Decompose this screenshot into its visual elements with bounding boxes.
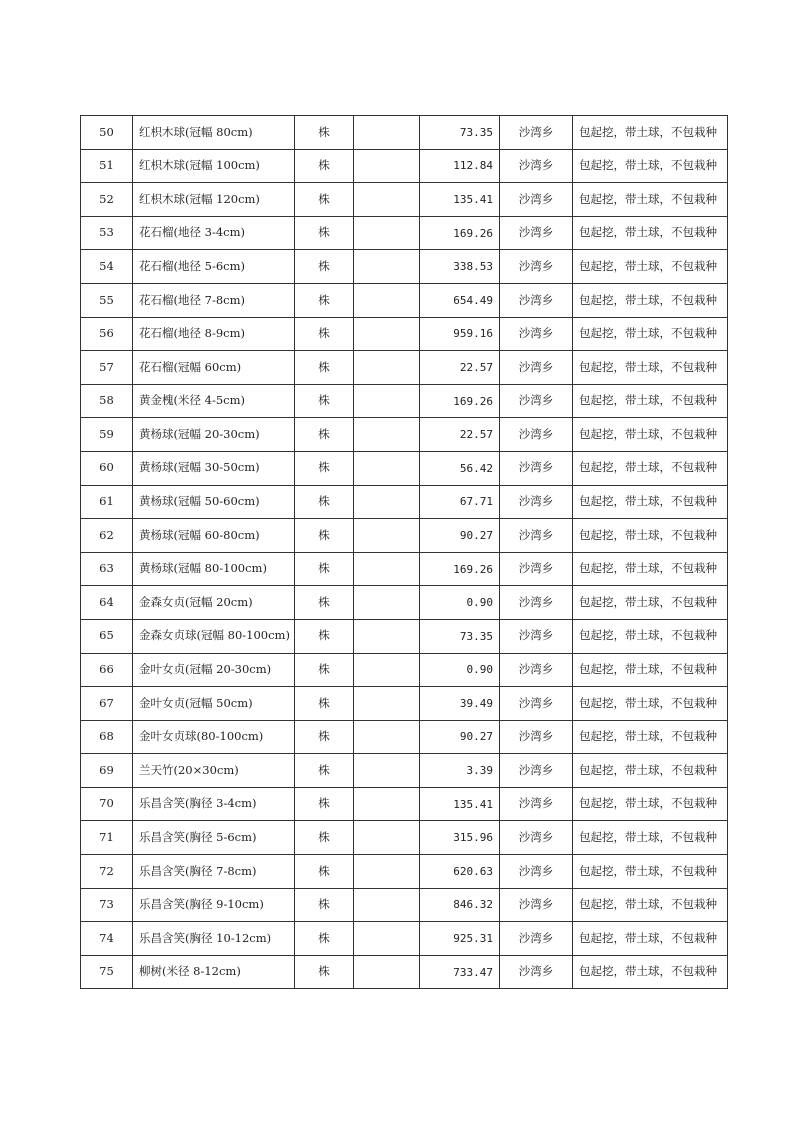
item-name-cell: 乐昌含笑(胸径 3-4cm) xyxy=(133,787,295,821)
table-row xyxy=(81,317,728,351)
location-cell: 沙湾乡 xyxy=(500,317,573,351)
note-cell: 包起挖，带土球，不包栽种 xyxy=(573,922,728,956)
spec-cell xyxy=(354,586,420,620)
note-cell: 包起挖，带土球，不包栽种 xyxy=(573,351,728,385)
item-name-cell: 乐昌含笑(胸径 9-10cm) xyxy=(133,888,295,922)
table-row xyxy=(81,384,728,418)
spec-cell xyxy=(354,519,420,553)
spec-cell xyxy=(354,216,420,250)
unit-cell: 株 xyxy=(295,552,354,586)
item-name-cell: 柳树(米径 8-12cm) xyxy=(133,955,295,989)
table-row xyxy=(81,619,728,653)
table-row xyxy=(81,754,728,788)
item-name-cell: 花石榴(地径 8-9cm) xyxy=(133,317,295,351)
note-cell: 包起挖，带土球，不包栽种 xyxy=(573,116,728,150)
price-cell: 959.16 xyxy=(420,317,500,351)
spec-cell xyxy=(354,888,420,922)
spec-cell xyxy=(354,922,420,956)
spec-cell xyxy=(354,787,420,821)
note-cell: 包起挖，带土球，不包栽种 xyxy=(573,720,728,754)
note-cell: 包起挖，带土球，不包栽种 xyxy=(573,384,728,418)
location-cell: 沙湾乡 xyxy=(500,552,573,586)
price-cell: 620.63 xyxy=(420,855,500,889)
table-row xyxy=(81,250,728,284)
price-cell: 135.41 xyxy=(420,183,500,217)
spec-cell xyxy=(354,687,420,721)
spec-cell xyxy=(354,653,420,687)
item-name-cell: 红枳木球(冠幅 80cm) xyxy=(133,116,295,150)
unit-cell: 株 xyxy=(295,418,354,452)
note-cell: 包起挖，带土球，不包栽种 xyxy=(573,586,728,620)
unit-cell: 株 xyxy=(295,687,354,721)
note-cell: 包起挖，带土球，不包栽种 xyxy=(573,485,728,519)
spec-cell xyxy=(354,754,420,788)
unit-cell: 株 xyxy=(295,787,354,821)
row-number-cell: 67 xyxy=(81,687,133,721)
location-cell: 沙湾乡 xyxy=(500,888,573,922)
location-cell: 沙湾乡 xyxy=(500,619,573,653)
price-cell: 733.47 xyxy=(420,955,500,989)
price-cell: 90.27 xyxy=(420,519,500,553)
row-number-cell: 60 xyxy=(81,451,133,485)
location-cell: 沙湾乡 xyxy=(500,451,573,485)
table-row xyxy=(81,351,728,385)
table-row xyxy=(81,922,728,956)
unit-cell: 株 xyxy=(295,149,354,183)
item-name-cell: 金叶女贞(冠幅 50cm) xyxy=(133,687,295,721)
price-cell: 846.32 xyxy=(420,888,500,922)
price-cell: 169.26 xyxy=(420,552,500,586)
row-number-cell: 61 xyxy=(81,485,133,519)
table-row xyxy=(81,687,728,721)
note-cell: 包起挖，带土球，不包栽种 xyxy=(573,451,728,485)
location-cell: 沙湾乡 xyxy=(500,183,573,217)
spec-cell xyxy=(354,183,420,217)
note-cell: 包起挖，带土球，不包栽种 xyxy=(573,855,728,889)
table-row xyxy=(81,821,728,855)
location-cell: 沙湾乡 xyxy=(500,855,573,889)
price-cell: 3.39 xyxy=(420,754,500,788)
spec-cell xyxy=(354,149,420,183)
unit-cell: 株 xyxy=(295,485,354,519)
unit-cell: 株 xyxy=(295,216,354,250)
location-cell: 沙湾乡 xyxy=(500,384,573,418)
table-row xyxy=(81,183,728,217)
location-cell: 沙湾乡 xyxy=(500,283,573,317)
row-number-cell: 58 xyxy=(81,384,133,418)
price-table xyxy=(80,115,728,989)
price-cell: 654.49 xyxy=(420,283,500,317)
note-cell: 包起挖，带土球，不包栽种 xyxy=(573,821,728,855)
row-number-cell: 74 xyxy=(81,922,133,956)
spec-cell xyxy=(354,317,420,351)
item-name-cell: 红枳木球(冠幅 120cm) xyxy=(133,183,295,217)
table-row xyxy=(81,855,728,889)
price-cell: 56.42 xyxy=(420,451,500,485)
note-cell: 包起挖，带土球，不包栽种 xyxy=(573,653,728,687)
unit-cell: 株 xyxy=(295,888,354,922)
spec-cell xyxy=(354,619,420,653)
location-cell: 沙湾乡 xyxy=(500,250,573,284)
price-cell: 338.53 xyxy=(420,250,500,284)
unit-cell: 株 xyxy=(295,821,354,855)
note-cell: 包起挖，带土球，不包栽种 xyxy=(573,888,728,922)
note-cell: 包起挖，带土球，不包栽种 xyxy=(573,250,728,284)
item-name-cell: 金叶女贞球(80-100cm) xyxy=(133,720,295,754)
table-row xyxy=(81,519,728,553)
unit-cell: 株 xyxy=(295,116,354,150)
note-cell: 包起挖，带土球，不包栽种 xyxy=(573,687,728,721)
row-number-cell: 56 xyxy=(81,317,133,351)
spec-cell xyxy=(354,720,420,754)
note-cell: 包起挖，带土球，不包栽种 xyxy=(573,787,728,821)
item-name-cell: 乐昌含笑(胸径 7-8cm) xyxy=(133,855,295,889)
price-cell: 73.35 xyxy=(420,116,500,150)
unit-cell: 株 xyxy=(295,183,354,217)
table-row xyxy=(81,955,728,989)
row-number-cell: 75 xyxy=(81,955,133,989)
price-cell: 169.26 xyxy=(420,384,500,418)
note-cell: 包起挖，带土球，不包栽种 xyxy=(573,283,728,317)
table-row xyxy=(81,451,728,485)
price-cell: 0.90 xyxy=(420,653,500,687)
unit-cell: 株 xyxy=(295,351,354,385)
table-body xyxy=(81,116,728,989)
item-name-cell: 花石榴(地径 7-8cm) xyxy=(133,283,295,317)
row-number-cell: 62 xyxy=(81,519,133,553)
item-name-cell: 金森女贞球(冠幅 80-100cm) xyxy=(133,619,295,653)
row-number-cell: 51 xyxy=(81,149,133,183)
item-name-cell: 黄杨球(冠幅 80-100cm) xyxy=(133,552,295,586)
note-cell: 包起挖，带土球，不包栽种 xyxy=(573,317,728,351)
item-name-cell: 花石榴(地径 3-4cm) xyxy=(133,216,295,250)
table-row xyxy=(81,116,728,150)
price-cell: 0.90 xyxy=(420,586,500,620)
item-name-cell: 金森女贞(冠幅 20cm) xyxy=(133,586,295,620)
item-name-cell: 金叶女贞(冠幅 20-30cm) xyxy=(133,653,295,687)
row-number-cell: 72 xyxy=(81,855,133,889)
table-row xyxy=(81,283,728,317)
unit-cell: 株 xyxy=(295,384,354,418)
row-number-cell: 65 xyxy=(81,619,133,653)
row-number-cell: 71 xyxy=(81,821,133,855)
unit-cell: 株 xyxy=(295,519,354,553)
unit-cell: 株 xyxy=(295,955,354,989)
location-cell: 沙湾乡 xyxy=(500,519,573,553)
location-cell: 沙湾乡 xyxy=(500,955,573,989)
row-number-cell: 54 xyxy=(81,250,133,284)
row-number-cell: 53 xyxy=(81,216,133,250)
note-cell: 包起挖，带土球，不包栽种 xyxy=(573,149,728,183)
note-cell: 包起挖，带土球，不包栽种 xyxy=(573,418,728,452)
row-number-cell: 68 xyxy=(81,720,133,754)
location-cell: 沙湾乡 xyxy=(500,216,573,250)
table-row xyxy=(81,720,728,754)
row-number-cell: 73 xyxy=(81,888,133,922)
price-cell: 73.35 xyxy=(420,619,500,653)
location-cell: 沙湾乡 xyxy=(500,418,573,452)
price-cell: 112.84 xyxy=(420,149,500,183)
table-row xyxy=(81,888,728,922)
unit-cell: 株 xyxy=(295,922,354,956)
row-number-cell: 70 xyxy=(81,787,133,821)
price-cell: 315.96 xyxy=(420,821,500,855)
note-cell: 包起挖，带土球，不包栽种 xyxy=(573,183,728,217)
item-name-cell: 黄杨球(冠幅 20-30cm) xyxy=(133,418,295,452)
spec-cell xyxy=(354,485,420,519)
location-cell: 沙湾乡 xyxy=(500,687,573,721)
note-cell: 包起挖，带土球，不包栽种 xyxy=(573,519,728,553)
unit-cell: 株 xyxy=(295,619,354,653)
table-row xyxy=(81,653,728,687)
unit-cell: 株 xyxy=(295,720,354,754)
price-cell: 67.71 xyxy=(420,485,500,519)
unit-cell: 株 xyxy=(295,586,354,620)
unit-cell: 株 xyxy=(295,855,354,889)
row-number-cell: 59 xyxy=(81,418,133,452)
location-cell: 沙湾乡 xyxy=(500,351,573,385)
row-number-cell: 63 xyxy=(81,552,133,586)
row-number-cell: 66 xyxy=(81,653,133,687)
row-number-cell: 50 xyxy=(81,116,133,150)
item-name-cell: 红枳木球(冠幅 100cm) xyxy=(133,149,295,183)
location-cell: 沙湾乡 xyxy=(500,586,573,620)
price-cell: 22.57 xyxy=(420,351,500,385)
unit-cell: 株 xyxy=(295,653,354,687)
unit-cell: 株 xyxy=(295,317,354,351)
item-name-cell: 黄杨球(冠幅 50-60cm) xyxy=(133,485,295,519)
item-name-cell: 黄金槐(米径 4-5cm) xyxy=(133,384,295,418)
row-number-cell: 69 xyxy=(81,754,133,788)
note-cell: 包起挖，带土球，不包栽种 xyxy=(573,754,728,788)
price-cell: 90.27 xyxy=(420,720,500,754)
spec-cell xyxy=(354,418,420,452)
item-name-cell: 黄杨球(冠幅 60-80cm) xyxy=(133,519,295,553)
location-cell: 沙湾乡 xyxy=(500,720,573,754)
unit-cell: 株 xyxy=(295,283,354,317)
note-cell: 包起挖，带土球，不包栽种 xyxy=(573,955,728,989)
location-cell: 沙湾乡 xyxy=(500,922,573,956)
price-cell: 925.31 xyxy=(420,922,500,956)
location-cell: 沙湾乡 xyxy=(500,116,573,150)
spec-cell xyxy=(354,821,420,855)
spec-cell xyxy=(354,552,420,586)
row-number-cell: 64 xyxy=(81,586,133,620)
table-row xyxy=(81,552,728,586)
spec-cell xyxy=(354,116,420,150)
row-number-cell: 57 xyxy=(81,351,133,385)
price-cell: 169.26 xyxy=(420,216,500,250)
location-cell: 沙湾乡 xyxy=(500,821,573,855)
spec-cell xyxy=(354,855,420,889)
note-cell: 包起挖，带土球，不包栽种 xyxy=(573,552,728,586)
spec-cell xyxy=(354,351,420,385)
price-cell: 135.41 xyxy=(420,787,500,821)
row-number-cell: 55 xyxy=(81,283,133,317)
note-cell: 包起挖，带土球，不包栽种 xyxy=(573,619,728,653)
unit-cell: 株 xyxy=(295,451,354,485)
row-number-cell: 52 xyxy=(81,183,133,217)
item-name-cell: 花石榴(冠幅 60cm) xyxy=(133,351,295,385)
item-name-cell: 乐昌含笑(胸径 5-6cm) xyxy=(133,821,295,855)
spec-cell xyxy=(354,384,420,418)
location-cell: 沙湾乡 xyxy=(500,787,573,821)
note-cell: 包起挖，带土球，不包栽种 xyxy=(573,216,728,250)
table-row xyxy=(81,787,728,821)
price-cell: 22.57 xyxy=(420,418,500,452)
table-row xyxy=(81,418,728,452)
item-name-cell: 乐昌含笑(胸径 10-12cm) xyxy=(133,922,295,956)
location-cell: 沙湾乡 xyxy=(500,149,573,183)
table-row xyxy=(81,485,728,519)
item-name-cell: 黄杨球(冠幅 30-50cm) xyxy=(133,451,295,485)
location-cell: 沙湾乡 xyxy=(500,653,573,687)
location-cell: 沙湾乡 xyxy=(500,485,573,519)
table-row xyxy=(81,216,728,250)
unit-cell: 株 xyxy=(295,250,354,284)
location-cell: 沙湾乡 xyxy=(500,754,573,788)
item-name-cell: 兰天竹(20×30cm) xyxy=(133,754,295,788)
table-row xyxy=(81,149,728,183)
spec-cell xyxy=(354,250,420,284)
table-row xyxy=(81,586,728,620)
spec-cell xyxy=(354,451,420,485)
spec-cell xyxy=(354,955,420,989)
unit-cell: 株 xyxy=(295,754,354,788)
item-name-cell: 花石榴(地径 5-6cm) xyxy=(133,250,295,284)
price-cell: 39.49 xyxy=(420,687,500,721)
spec-cell xyxy=(354,283,420,317)
